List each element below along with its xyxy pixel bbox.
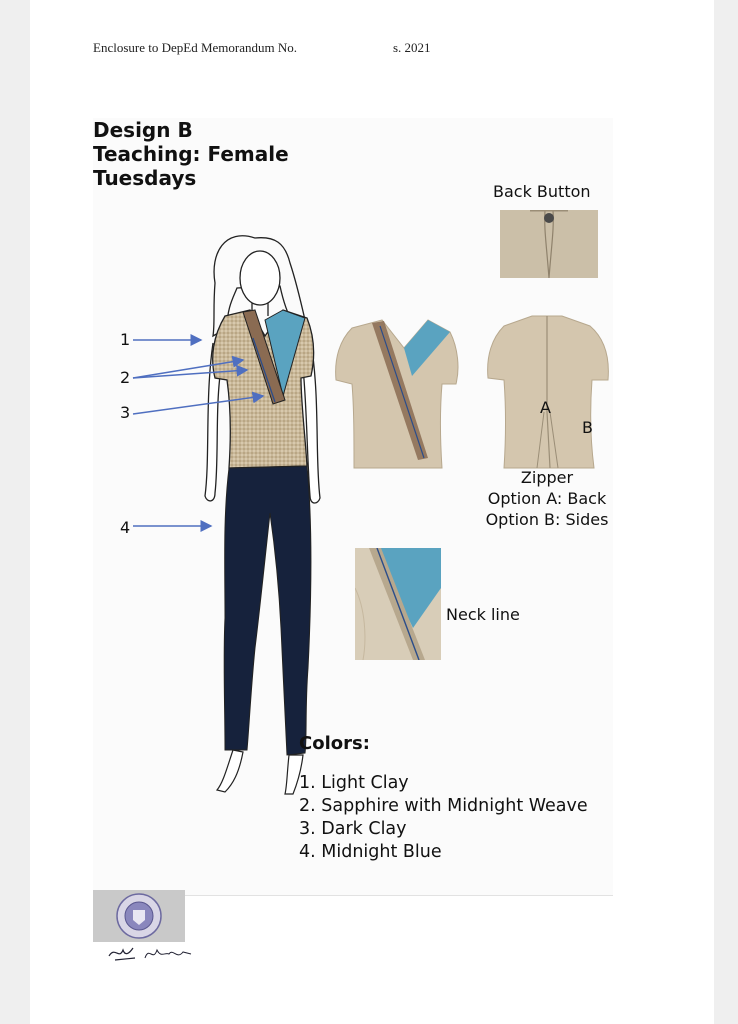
deped-seal-icon xyxy=(93,890,185,942)
callout-1: 1 xyxy=(120,330,131,349)
zipper-heading: Zipper xyxy=(520,468,574,487)
colors-list xyxy=(299,772,588,864)
color-item-midnight-blue: 4. Midnight Blue xyxy=(299,842,442,862)
fashion-figure-illustration xyxy=(115,228,345,800)
memorandum-header xyxy=(93,40,431,56)
design-title xyxy=(93,118,289,190)
callout-3: 3 xyxy=(120,403,131,422)
series-text: s. 2021 xyxy=(393,40,431,55)
color-item-sapphire: 2. Sapphire with Midnight Weave xyxy=(299,796,588,816)
zipper-options xyxy=(462,467,632,530)
zipper-option-a: Option A: Back xyxy=(487,489,607,508)
deped-seal-box xyxy=(93,890,185,942)
front-blouse-photo xyxy=(332,318,460,470)
zipper-option-b: Option B: Sides xyxy=(485,510,609,529)
colors-legend xyxy=(299,733,588,864)
design-category: Teaching: Female xyxy=(93,142,289,166)
design-name: Design B xyxy=(93,118,193,142)
callout-2: 2 xyxy=(120,368,131,387)
back-button-photo xyxy=(500,210,598,278)
neckline-photo xyxy=(355,548,441,660)
color-item-dark-clay: 3. Dark Clay xyxy=(299,819,407,839)
neck-line-label: Neck line xyxy=(446,605,520,624)
zipper-option-a-marker: A xyxy=(540,398,551,417)
enclosure-text: Enclosure to DepEd Memorandum No. xyxy=(93,40,297,55)
callout-4: 4 xyxy=(120,518,131,537)
document-page xyxy=(30,0,714,1024)
back-blouse-photo xyxy=(482,312,612,472)
handwritten-signatures xyxy=(105,942,195,966)
color-item-light-clay: 1. Light Clay xyxy=(299,773,409,793)
colors-heading: Colors: xyxy=(299,733,370,754)
design-day: Tuesdays xyxy=(93,166,197,190)
zipper-option-b-marker: B xyxy=(582,418,593,437)
back-button-label: Back Button xyxy=(493,182,591,201)
